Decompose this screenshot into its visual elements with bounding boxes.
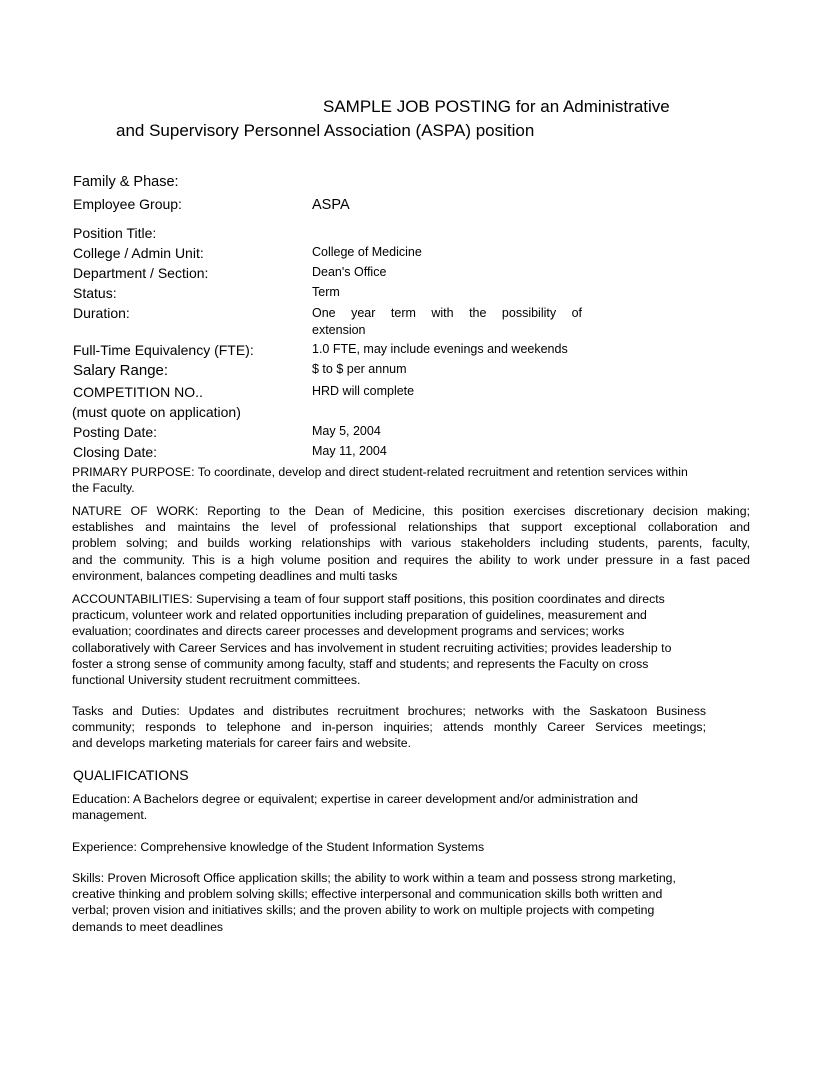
status-label: Status: (73, 285, 117, 301)
skills-line: Skills: Proven Microsoft Office application skills; the ability to work within a team and possess strong marketing, (72, 871, 676, 885)
position-title-label: Position Title: (73, 225, 157, 241)
skills-line: verbal; proven vision and initiatives skills; and the proven ability to work on multiple projects with competing (72, 903, 655, 918)
closing-date-label: Closing Date: (73, 444, 158, 460)
primary-purpose-line: PRIMARY PURPOSE: To coordinate, develop and direct student-related recruitment and retention services within (72, 465, 688, 479)
accountabilities (72, 591, 750, 688)
skills-line: creative thinking and problem solving skills; effective interpersonal and communication skills both written and (72, 887, 663, 902)
nature-of-work-line: establishes and maintains the level of professional relationships that support exceptional collaboration and (72, 520, 750, 535)
education-line: management. (72, 808, 148, 823)
nature-of-work-line: environment, balances competing deadlines and multi tasks (72, 568, 398, 583)
nature-of-work-line: NATURE OF WORK: Reporting to the Dean of Medicine, this position exercises discretionary decision making; (72, 504, 750, 518)
accountabilities-line: practicum, volunteer work and related opportunities including preparation of guidelines, measurement and (72, 608, 647, 623)
accountabilities-line: collaboratively with Career Services and has involvement in student recruiting activities; provides leadership to (72, 640, 672, 655)
department-label: Department / Section: (73, 265, 209, 281)
experience (72, 839, 750, 855)
employee-group-value: ASPA (312, 197, 350, 213)
duration-value-line2: extension (312, 323, 366, 337)
duration-label: Duration: (73, 305, 130, 321)
accountabilities-line: ACCOUNTABILITIES: Supervising a team of four support staff positions, this position coordinates and directs (72, 592, 665, 606)
closing-date-value: May 11, 2004 (312, 444, 387, 458)
fte-value: 1.0 FTE, may include evenings and weekends (312, 342, 568, 356)
accountabilities-line: functional University student recruitment committees. (72, 673, 361, 688)
salary-label: Salary Range: (73, 362, 169, 379)
tasks-and-duties (72, 703, 706, 752)
primary-purpose-line: the Faculty. (72, 481, 135, 496)
education (72, 791, 750, 823)
skills-line: demands to meet deadlines (72, 919, 224, 934)
family-phase-label: Family & Phase: (73, 174, 179, 190)
salary-value: $ to $ per annum (312, 362, 407, 376)
posting-date-label: Posting Date: (73, 424, 158, 440)
tasks-line: Tasks and Duties: Updates and distributes recruitment brochures; networks with the Saskatoon Business (72, 704, 706, 718)
duration-value (312, 305, 582, 339)
qualifications-heading: QUALIFICATIONS (73, 767, 189, 783)
posting-date-value: May 5, 2004 (312, 424, 381, 438)
tasks-line: community; responds to telephone and in-person inquiries; attends monthly Career Services meetings; (72, 720, 706, 735)
employee-group-label: Employee Group: (73, 196, 182, 212)
duration-value-line1: One year term with the possibility of (312, 306, 582, 320)
nature-of-work-line: and the community. This is a high volume position and requires the ability to work under pressure in a fast paced (72, 552, 750, 567)
college-unit-label: College / Admin Unit: (73, 245, 204, 261)
tasks-line: and develops marketing materials for career fairs and website. (72, 736, 412, 751)
competition-note: (must quote on application) (72, 404, 241, 420)
college-unit-value: College of Medicine (312, 245, 422, 259)
document-title-line1: SAMPLE JOB POSTING for an Administrative (323, 97, 670, 116)
skills (72, 870, 750, 935)
fte-label: Full-Time Equivalency (FTE): (73, 342, 254, 358)
education-line: Education: A Bachelors degree or equivalent; expertise in career development and/or administration and (72, 792, 639, 806)
primary-purpose (72, 464, 750, 496)
accountabilities-line: foster a strong sense of community among faculty, staff and students; and represents the Faculty on cross (72, 656, 649, 671)
nature-of-work-line: problem solving; and builds working relationships with various stakeholders including students, parents, faculty, (72, 536, 750, 551)
department-value: Dean's Office (312, 265, 387, 279)
document-title-line2: and Supervisory Personnel Association (ASPA) position (116, 121, 535, 140)
nature-of-work (72, 503, 750, 584)
competition-value: HRD will complete (312, 384, 415, 398)
status-value: Term (312, 285, 340, 299)
competition-label: COMPETITION NO.. (73, 384, 203, 400)
experience-line: Experience: Comprehensive knowledge of the Student Information Systems (72, 840, 485, 854)
accountabilities-line: evaluation; coordinates and directs career processes and development programs and services; works (72, 624, 625, 639)
